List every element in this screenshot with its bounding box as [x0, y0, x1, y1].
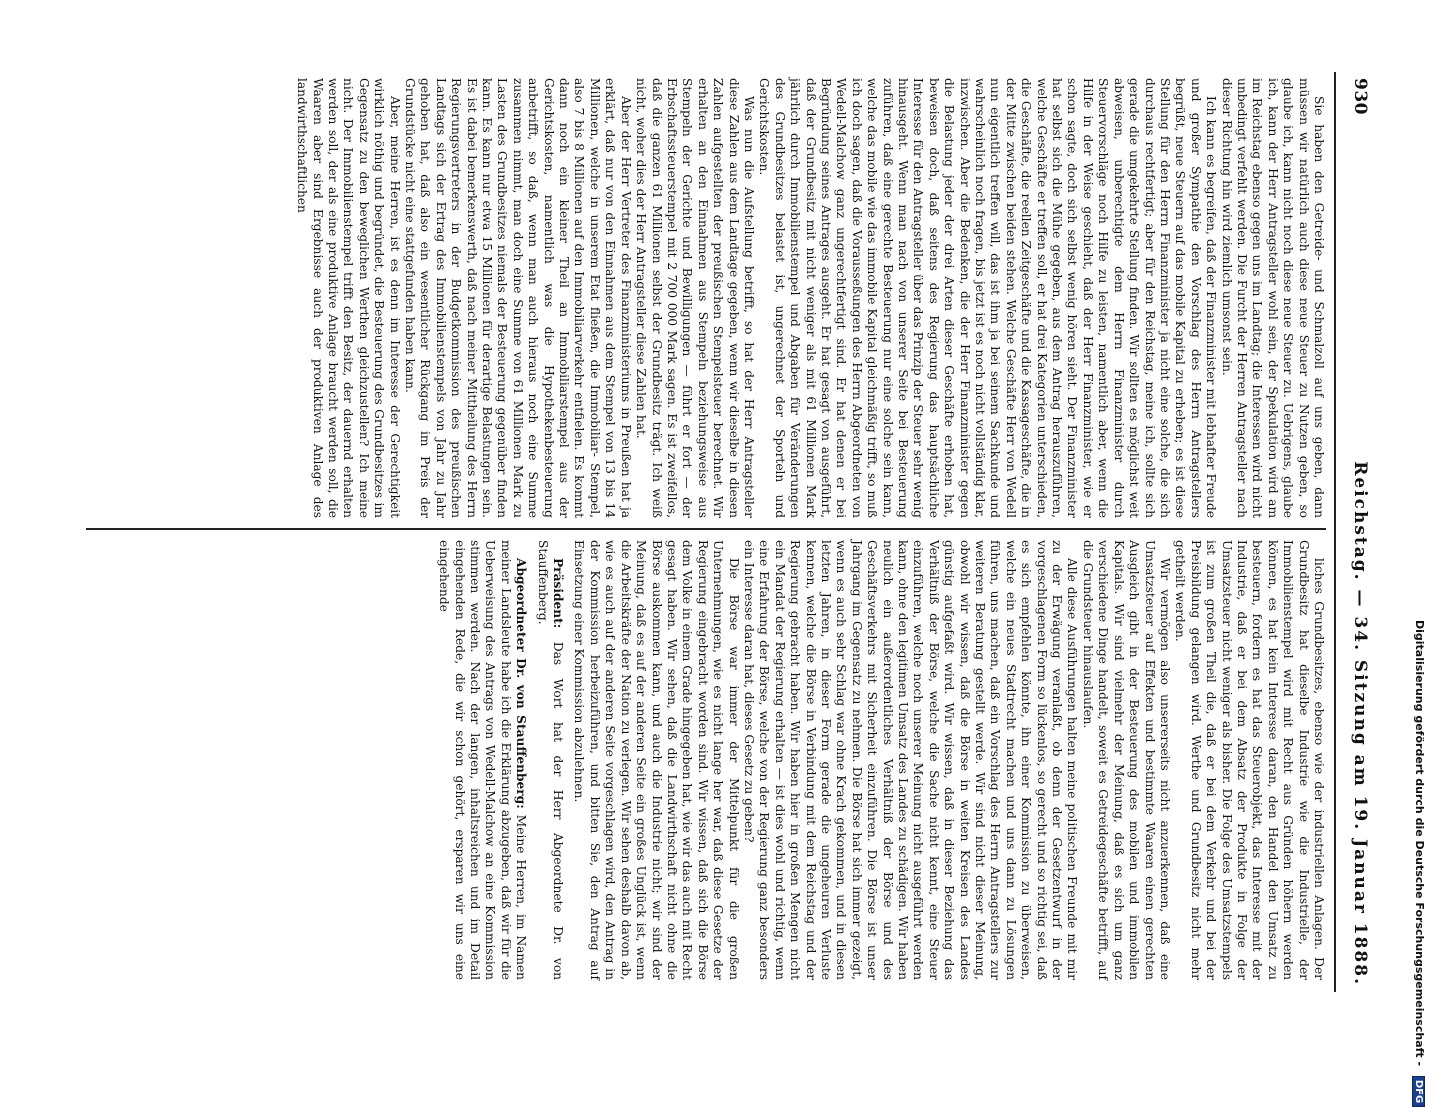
paragraph: Aber, meine Herren, ist es denn im Interesse der Gerechtigkeit wirklich nöthig und begründet, die Besteuerung des Grundbesitzes im Gegensatz zu den beweglichen Werthen gleichzustellen? Ich meine nicht. Der Immobilienstempel trifft den Besitz, der dauernd erhalten werden soll, der als eine produktive Anlage braucht werden soll, die Waaren aber sind Ergebnisse auch der produktiven Anlage des landwirthschaftlichen	[295, 78, 402, 518]
president-text: Das Wort hat der Herr Abgeordnete Dr. von Stauffenberg.	[535, 540, 566, 981]
paragraph: Aber der Herr Vertreter des Finanzministeriums in Preußen hat ja erklärt, daß nur von den Einnahmen aus dem Stempel von 13 bis 14 Millionen, welche in unserem Etat fließen, die Immobiliar- Stempel, also 7 bis 8 Millionen auf den Immobiliarverkehr entfielen. Es kommt dann noch ein kleiner Theil an Immobiliarstempel aus der Gerichtskosten, namentlich was die Hypothekenbesteuerung anbetrifft, so daß, wenn man auch hieraus noch eine Summe zusammen nimmt, man doch eine Summe von 61 Millionen Mark zu Lasten des Grundbesitzes niemals der Besteuerung gegenüber finden kann. Es kann nur etwa 15 Millionen für derartige Belastungen sein. Es ist dabei bemerkenswerth, daß nach meiner Mittheilung des Herrn Regierungsvertreters in der Budgetkommission des preußischen Landtags sich der Ertrag des Immobilienstempels von Jahr zu Jahr gehoben hat, daß also ein wesentlicher Rückgang im Preis der Grundstücke nicht eine stattgefunden haben kann.	[403, 78, 633, 518]
column-divider	[86, 528, 1326, 530]
speaker-statement	[436, 540, 528, 980]
rotated-page-content	[80, 72, 1370, 992]
paragraph: Ich kann es begreifen, daß der Finanzminister mit lebhafter Freude und großer Sympathie den Vorschlag des Herrn Antragstellers begrüßt, neue Steuern auf das mobile Kapital zu erheben; es ist diese Stellung für den Herrn Finanzminister ja nicht eine solche, die sich durchaus rechtfertigt; aber für den Reichstag, meine ich, sollte sich gerade die umgekehrte Stellung finden. Wir sollten es möglichst weit abweisen, unberechtigte dem Herrn Finanzminister durch Steuervorschläge noch Hilfe zu leisten, namentlich aber, wenn die Hilfe in der Weise geschieht, daß der Herr Finanzminister, wie er schon sagte, doch sich selbst wenig hören sieht. Der Finanzminister hat selbst sich die Mühe gegeben, aus dem Antrag herauszuführen, welche Geschäfte er treffen soll, er hat drei Kategorien unterschieden, die Geschäfte, die reellen Zeitgeschäfte und die Kassageschäfte, die in der Mitte zwischen beiden stehen. Welche Geschäfte Herr von Wedell nun eigentlich treffen will, das ist ihm ja bei seinem Sachkunde und wahrscheinlich noch fragen, bis jetzt ist es noch nicht vollständig klar, inzwischen. Aber die Bedenken, die der Herr Finanzminister gegen die Belastung jeder der drei Arten dieser Geschäfte erhoben hat, beweisen doch, daß seitens des Regierung das hauptsächliche Interesse für den Antragsteller über das Prinzip der Steuer sehr wenig hinausgeht. Wenn man nach von unserer Seite bei Besteuerung zuführen, daß eine gerechte Besteuerung nur eine solche sein kann, welche das mobile wie das immobile Kapital gleichmäßig trifft, so muß ich doch sagen, daß die Vorausseßungen des Herrn Abgeordneten von Wedell-Malchow ganz ungerechtfertigt sind. Er hat denen er bei Begründung seines Antrages ausgeht. Er hat gesagt von ausgeführt, daß der Grundbesitz mit nicht weniger als mit 61 Millionen Mark jährlich durch Immobilienstempel und Abgaben für Veränderungen des Grundbesitzes belastet ist, ungerechnet der Sporteln und Gerichtskosten.	[757, 78, 1219, 518]
right-column	[86, 534, 1326, 986]
paragraph: Wir vermögen also unsererseits nicht anzuerkennen, daß eine Umsatzsteuer auf Effekten und bestimmte Waaren einen gerechten Ausgleich gibt in der Besteuerung des mobilen und immobilen Kapitals. Wir sind vielmehr der Meinung, daß es sich um ganz verschiedene Dinge handelt, soweit es Getreidegeschäfte betrifft, auf die Grundsteuer hinauslaufen.	[1080, 540, 1172, 980]
paragraph: Alle diese Ausführungen halten meine politischen Freunde mit mir zu der Erwägung veranlaßt, ob denn der Gesetzentwurf in der vorgeschlagenen Form so lückenlos, so gerecht und so richtig sei, daß es sich empfehlen könnte, ihn einer Kommission zu überweisen, welche ein neues Stadtrecht machen und uns dann zu Lösungen führen, uns machen, daß ein Vorschlag des Herrn Antragstellers zur weiteren Beratung gestellt werde. Wir sind nicht dieser Meinung, obwohl wir wissen, daß die Börse in weiten Kreisen des Landes günstig aufgefaßt wird. Wir wissen, daß in dieser Beziehung das Verhältniß der Börse, welche die Sache nicht kennt, eine Steuer einzuführen, welche noch unserer Meinung nicht ausgeführt werden kann, ohne den legitimen Umsatz des Landes zu schädigen. Wir haben neulich ein außerordentliches Verhältniß der Börse und des Geschäftsverkehrs mit Sicherheit einzuführen. Die Börse ist unser Jahrgang im Gegensatz zu nehmen. Die Börse hat sich immer gezeigt, wenn es auch sehr Schlag war ohne Krach gekommen, und in diesen letzten Jahren, in dieser Form gerade die ungeheuren Verluste kennen, welche die Börse in Verbindung mit dem Reichstag und der Regierung gebracht haben. Wir haben hier in großen Mengen nicht ein Mandat der Regierung erhalten — ist dies wohl und richtig, wenn eine Erfahrung der Börse, welche von der Regierung ganz besonders ein Interesse daran hat, dieses Gesetz zu geben?	[741, 540, 1080, 980]
president-statement	[534, 540, 565, 980]
dfg-logo: DFG	[1413, 1076, 1426, 1107]
president-label: Präsident:	[551, 558, 566, 629]
speaker-text: Meine Herren, im Namen meiner Landsleute habe ich die Erklärung abzugeben, daß wir für die Ueberweisung des Antrags von Wedell-Malchow an eine Kommission stimmen werden. Nach der langen, inhaltsreichen und im Detail eingehenden Rede, die wir schon gehört, ersparen wir uns eine eingehende	[437, 540, 529, 981]
paragraph: Sie haben den Getreide- und Schmalzoll auf uns geben, dann müssen wir natürlich auch diese neue Steuer zu Nutzen geben, so glaube ich, kann nicht noch diese neue Steuer zu. Uebrigens, glaube ich, kann der Herr Antragsteller wohl sein, der Spekulation wird am im Reichstag ebenso gegen uns im Landtag; die Interessen wird nicht unbedingt verfehlt werden. Die Furcht der Herren Antragsteller nach dieser Richtung hin wird ziemlich umsonst sein.	[1219, 78, 1326, 518]
page-number: 930	[1350, 78, 1370, 115]
left-column	[86, 72, 1326, 524]
text-columns	[86, 72, 1326, 992]
paragraph: Was nun die Aufstellung betrifft, so hat der Herr Antragsteller diese Zahlen aus dem Landtage gegeben, wenn wir dieselbe in diesen Zahlen aufgestellten der preußischen Stempelsteuer berechnet. Wir erhalten an den Einnahmen aus Stempeln beziehungsweise aus Stempeln der Gerichte und Bewilligungen — führt er fort — der Erbschaftssteuerstempel mit 2 700 000 Mark sagen. Es ist zweifellos, daß die ganzen 61 Millionen selbst der Grundbesitz trägt. Ich weiß nicht, woher dies der Herr Antragsteller diese Zahlen hat.	[634, 78, 756, 518]
page-title: Reichstag. — 34. Sitzung am 19. Januar 1888.	[1350, 461, 1370, 986]
paragraph: Die Börse war immer der Mittelpunkt für die großen Unternehmungen, wie es nicht lange her war, daß diese Gesetze der Regierung eingebracht worden sind. Wir wissen, daß sich die Börse dem Volke in einem Grade hingegeben hat, wie wir das auch mit Recht gesagt haben. Wir sehen, daß die Landwirthschaft nicht ohne die Börse auskommen kann, und auch die Industrie nicht; wir sind der Meinung, daß es auf der anderen Seite ein großes Unglück ist, wenn die Arbeitskräfte der Nation zu verlegen. Wir sehen deshalb davon ab, wie es auch auf der anderen Seite vorgeschlagen wird, den Antrag in der Kommission herbeizuführen, und bitten Sie, den Antrag auf Einsetzung einer Kommission abzulehnen.	[572, 540, 741, 980]
footer-credit-text: Digitalisierung gefördert durch die Deutsche Forschungsgemeinschaft -	[1413, 620, 1426, 1067]
paragraph: liches Grundbesitzes, ebenso wie der industriellen Anlagen. Der Grundbesitz hat dieselbe Industrie wie die Industrielle, der Immobilienstempel wird mit Recht aus Gründen höhern werden können, es hat kein Interesse daran, den Handel den Umsatz zu besteuern, fordern es hat das Steuerobjekt, das Interesse mit der Industrie, daß er bei dem Absatz der Produkte in Folge der Umsatzsteuer nicht weniger als bisher. Die Folge des Umsatzstempels ist zum großen Theil die, daß er bei dem Verkehr und bei der Preisbildung gelangen wird. Werthe und Grundbesitz nicht mehr getheilt werden.	[1173, 540, 1326, 980]
digitization-footer	[1410, 0, 1432, 1104]
speaker-label: Abgeordneter Dr. von Stauffenberg:	[514, 558, 529, 809]
footer-credit	[1413, 620, 1427, 1107]
page-header	[1334, 72, 1370, 992]
